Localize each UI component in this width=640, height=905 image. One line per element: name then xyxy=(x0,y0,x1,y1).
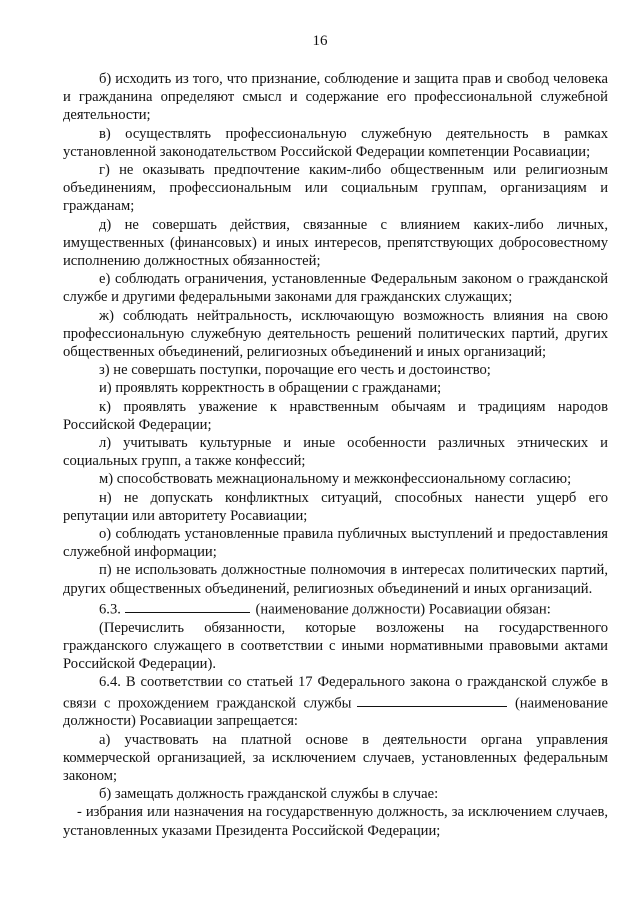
section-6-4-text-before: 6.4. В соответствии со статьей 17 Федерального закона о гражданской службе в связи с прохождением гражданской службы xyxy=(63,674,608,712)
page-number: 16 xyxy=(312,33,328,49)
section-6-3-number: 6.3. xyxy=(99,601,121,618)
list-item-p: п) не использовать должностные полномочия в интересах политических партий, других общественных объединений, религиозных объединений и иных организаций. xyxy=(63,562,608,597)
section-6-3-note: (Перечислить обязанности, которые возложены на государственного гражданского служащего в соответствии с иными нормативными правовыми актами Российской Федерации). xyxy=(63,619,608,673)
list-item-b2: б) замещать должность гражданской службы в случае: xyxy=(99,786,439,803)
list-item-a: а) участвовать на платной основе в деятельности органа управления коммерческой организацией, за исключением случаев, установленных федеральным законом; xyxy=(63,731,608,784)
list-item-zh: ж) соблюдать нейтральность, исключающую возможность влияния на свою профессиональную служебную деятельность решений политических партий, других общественных объединений, религиозных объединений и иных организаций; xyxy=(63,307,608,361)
position-blank-line xyxy=(357,692,507,708)
position-blank-line xyxy=(125,598,250,614)
list-item-g: г) не оказывать предпочтение каким-либо общественным или религиозным объединениям, профессиональным или социальным группам, организациям и гражданам; xyxy=(63,162,608,215)
list-item-e: е) соблюдать ограничения, установленные Федеральным законом о гражданской службе и другими федеральными законами для гражданских служащих; xyxy=(63,271,608,306)
list-item-b: б) исходить из того, что признание, соблюдение и защита прав и свобод человека и гражданина определяют смысл и содержание его профессиональной служебной деятельности; xyxy=(63,71,608,124)
list-item-n: н) не допускать конфликтных ситуаций, способных нанести ущерб его репутации или авторитету Росавиации; xyxy=(63,489,608,524)
list-item-v: в) осуществлять профессиональную служебную деятельность в рамках установленной законодательством Российской Федерации компетенции Росавиации; xyxy=(63,125,608,160)
section-6-4-text-after: (наименование должности) Росавиации запрещается: xyxy=(63,695,608,730)
list-item-d: д) не совершать действия, связанные с влиянием каких-либо личных, имущественных (финансовых) и иных интересов, препятствующих добросовестному исполнению должностных обязанностей; xyxy=(63,216,608,270)
list-item-i: и) проявлять корректность в обращении с гражданами; xyxy=(99,380,442,397)
document-body xyxy=(63,70,608,840)
list-item-o: о) соблюдать установленные правила публичных выступлений и предоставления служебной информации; xyxy=(63,526,608,561)
dash-item: - избрания или назначения на государственную должность, за исключением случаев, установленных указами Президента Российской Федерации; xyxy=(63,804,608,839)
section-6-3-text: (наименование должности) Росавиации обязан: xyxy=(255,601,551,618)
list-item-l: л) учитывать культурные и иные особенности различных этнических и социальных групп, а также конфессий; xyxy=(63,435,608,470)
section-6-3 xyxy=(63,598,608,619)
section-6-4 xyxy=(63,673,608,730)
list-item-k: к) проявлять уважение к нравственным обычаям и традициям народов Российской Федерации; xyxy=(63,398,608,433)
list-item-m: м) способствовать межнациональному и межконфессиональному согласию; xyxy=(99,471,572,488)
list-item-z: з) не совершать поступки, порочащие его честь и достоинство; xyxy=(99,362,491,379)
